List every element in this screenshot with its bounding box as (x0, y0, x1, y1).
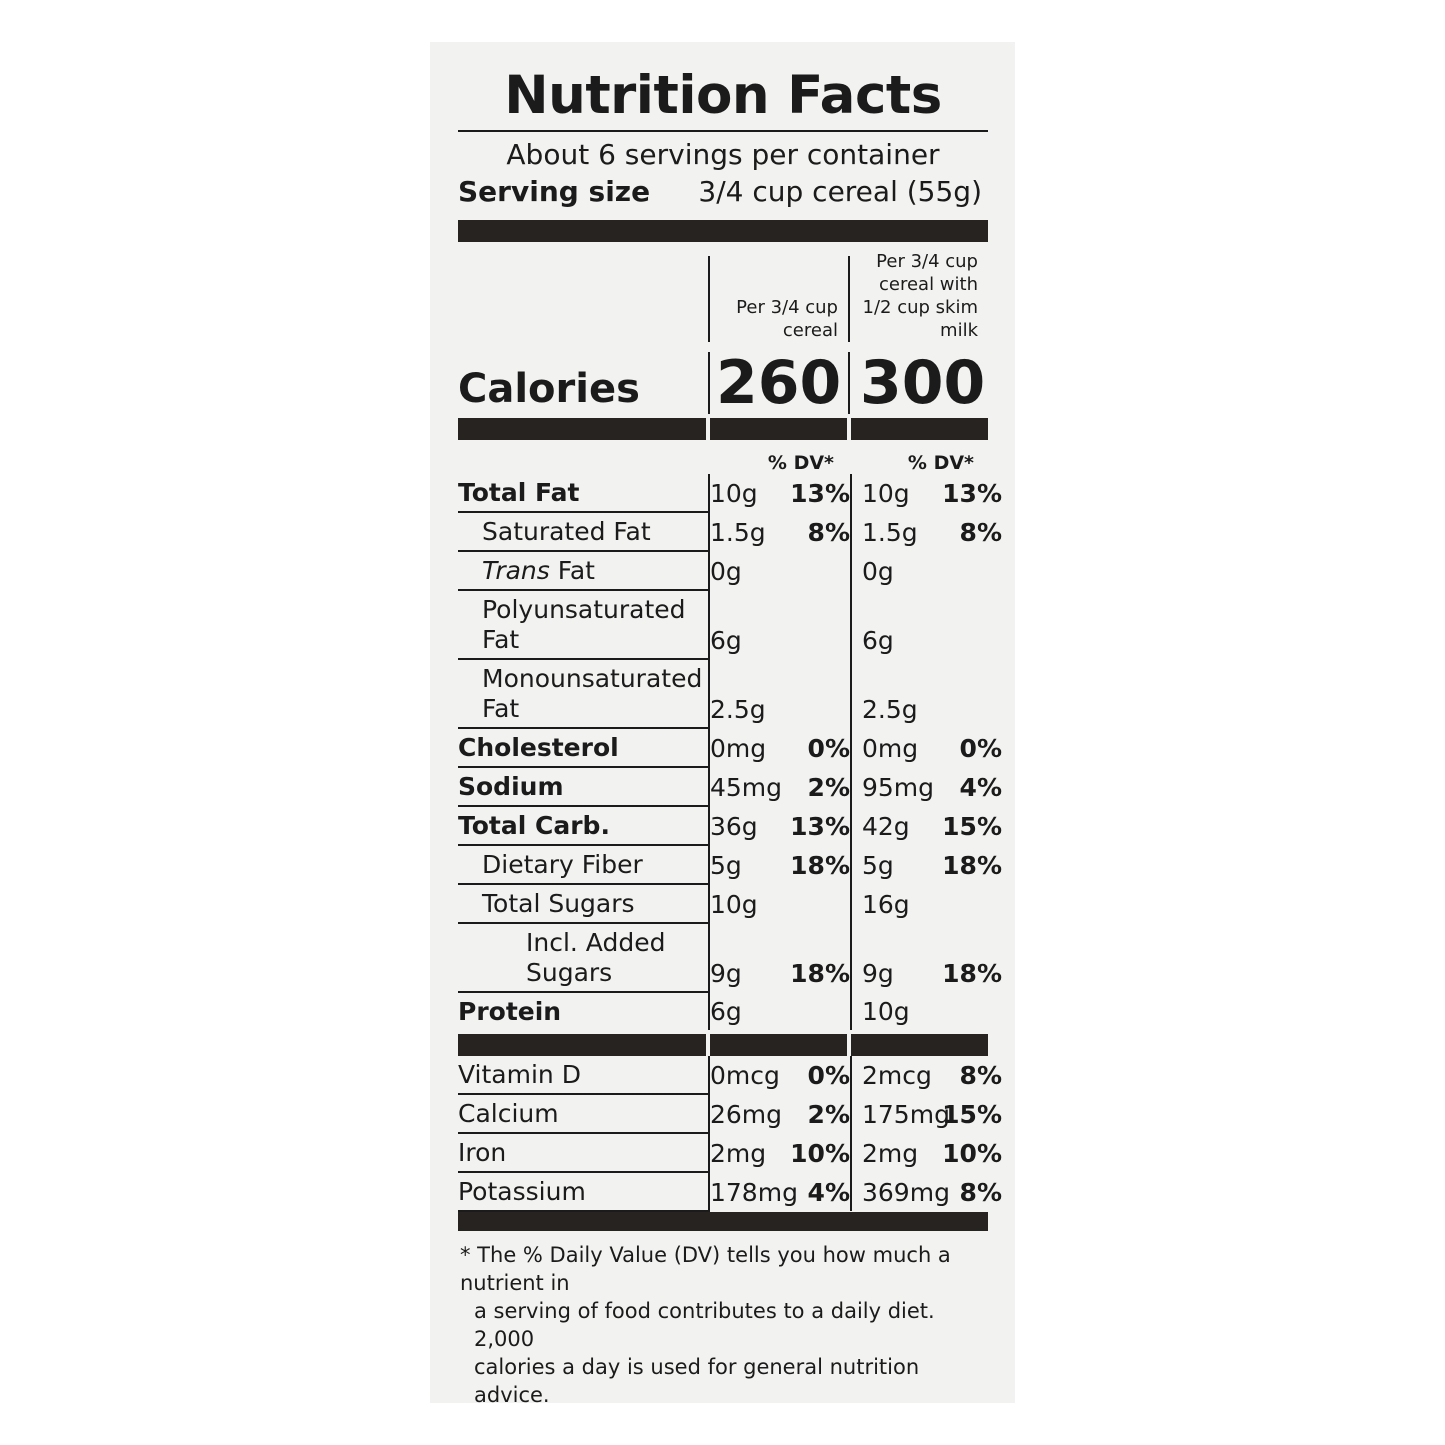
nutrient-amount-col2: 10g (851, 992, 940, 1030)
nutrient-dv-col2: 8% (959, 518, 1002, 547)
table-row (458, 590, 1002, 659)
nutrient-amount-col1: 45mg (709, 767, 788, 806)
nutrient-amount-col1: 6g (709, 992, 788, 1030)
nutrient-amount-col1: 2.5g (709, 659, 788, 728)
footnote (458, 1241, 988, 1409)
nutrient-amount-col2: 1.5g (851, 512, 940, 551)
column-headers (458, 251, 988, 342)
table-row (458, 1056, 1002, 1094)
nutrient-amount-col2: 95mg (851, 767, 940, 806)
vitamin-amount-col2: 2mg (851, 1133, 940, 1172)
footnote-line-2: a serving of food contributes to a daily diet. 2,000 (474, 1299, 935, 1351)
daily-value-header-row (458, 440, 988, 474)
table-row (458, 767, 1002, 806)
nutrient-dv-col1 (788, 992, 851, 1030)
table-row (458, 884, 1002, 923)
nutrient-dv-col1: 8% (807, 518, 850, 547)
nutrient-name: Total Carb. (458, 806, 709, 845)
nutrient-dv-col2: 18% (942, 959, 1002, 988)
nutrient-amount-col1: 6g (709, 590, 788, 659)
nutrient-amount-col2: 2.5g (851, 659, 940, 728)
nutrient-name: Monounsaturated Fat (458, 659, 709, 728)
nutrient-dv-col1: 2% (807, 773, 850, 802)
vitamin-dv-col2: 8% (959, 1061, 1002, 1090)
nutrient-amount-col2: 6g (851, 590, 940, 659)
vitamin-rows (458, 1056, 1002, 1211)
divider-bar-calories (458, 418, 988, 440)
divider-seg-col2 (851, 1034, 988, 1056)
table-row (458, 474, 1002, 512)
vitamin-name: Iron (458, 1133, 709, 1172)
column-header-cereal-with-milk: Per 3/4 cup cereal with 1/2 cup skim milk (848, 256, 988, 342)
nutrient-amount-col2: 42g (851, 806, 940, 845)
vitamin-dv-col2: 10% (942, 1139, 1002, 1168)
nutrient-amount-col1: 10g (709, 884, 788, 923)
serving-size-label: Serving size (458, 175, 651, 208)
vitamin-dv-col1: 2% (807, 1100, 850, 1129)
vitamin-name: Vitamin D (458, 1056, 709, 1094)
nutrient-amount-col2: 5g (851, 845, 940, 884)
vitamin-name: Calcium (458, 1094, 709, 1133)
table-row (458, 551, 1002, 590)
vitamin-amount-col1: 26mg (709, 1094, 788, 1133)
nutrient-amount-col1: 0g (709, 551, 788, 590)
nutrient-dv-col2 (940, 590, 1002, 659)
nutrient-name: Saturated Fat (458, 512, 709, 551)
calories-row (458, 342, 988, 418)
nutrient-dv-col1 (788, 551, 851, 590)
nutrient-dv-col1: 13% (790, 479, 850, 508)
vitamin-name: Potassium (458, 1172, 709, 1211)
nutrient-dv-col1 (788, 659, 851, 728)
nutrient-amount-col2: 0g (851, 551, 940, 590)
divider-seg-col1 (710, 418, 847, 440)
servings-per-container: About 6 servings per container (506, 138, 940, 171)
nutrient-dv-col2 (940, 551, 1002, 590)
page-title: Nutrition Facts (504, 65, 942, 126)
nutrient-dv-col2 (940, 992, 1002, 1030)
nutrient-name: Protein (458, 997, 562, 1026)
calories-value-with-milk: 300 (848, 352, 988, 414)
vitamin-dv-col2: 8% (959, 1178, 1002, 1207)
nutrient-dv-col2: 0% (959, 734, 1002, 763)
nutrient-amount-col1: 0mg (709, 728, 788, 767)
nutrient-amount-col1: 1.5g (709, 512, 788, 551)
divider-seg-label (458, 418, 706, 440)
nutrient-dv-col1 (788, 590, 851, 659)
table-row (458, 923, 1002, 992)
vitamin-amount-col1: 0mcg (709, 1056, 788, 1094)
trans-italic: Trans (482, 556, 550, 585)
footnote-line-3: calories a day is used for general nutrition advice. (474, 1355, 920, 1407)
nutrient-name: Total Sugars (458, 884, 709, 923)
nutrient-dv-col2 (940, 884, 1002, 923)
vitamin-amount-col2: 369mg (851, 1172, 940, 1211)
vitamin-table (458, 1056, 1002, 1212)
table-row (458, 659, 1002, 728)
nutrient-name: Sodium (458, 767, 709, 806)
nutrient-dv-col1: 18% (790, 959, 850, 988)
nutrient-amount-col1: 9g (709, 923, 788, 992)
nutrient-dv-col2: 4% (959, 773, 1002, 802)
table-row (458, 992, 1002, 1030)
column-header-spacer (458, 256, 708, 342)
nutrient-dv-col1: 13% (790, 812, 850, 841)
nutrient-dv-col1: 18% (790, 851, 850, 880)
vitamin-dv-col1: 0% (807, 1061, 850, 1090)
nutrient-rows (458, 474, 1002, 1030)
divider-thick-top (458, 220, 988, 242)
nutrient-name: Total Fat (458, 474, 709, 512)
table-row (458, 512, 1002, 551)
table-row (458, 806, 1002, 845)
nutrient-name: Cholesterol (458, 728, 709, 767)
dv-header-col1: % DV* (767, 452, 834, 474)
nutrient-amount-col1: 5g (709, 845, 788, 884)
table-row (458, 1133, 1002, 1172)
nutrient-dv-col2: 18% (942, 851, 1002, 880)
nutrient-dv-col1: 0% (807, 734, 850, 763)
table-row (458, 845, 1002, 884)
column-header-cereal: Per 3/4 cup cereal (708, 256, 848, 342)
nutrient-amount-col2: 10g (851, 474, 940, 512)
footnote-line-1: * The % Daily Value (DV) tells you how much a nutrient in (460, 1243, 951, 1295)
nutrient-table (458, 474, 1002, 1030)
calories-label: Calories (458, 366, 640, 412)
nutrient-amount-col2: 0mg (851, 728, 940, 767)
nutrient-amount-col2: 9g (851, 923, 940, 992)
vitamin-dv-col1: 10% (790, 1139, 850, 1168)
nutrient-amount-col1: 36g (709, 806, 788, 845)
divider-bar-protein (458, 1034, 988, 1056)
vitamin-amount-col2: 2mcg (851, 1056, 940, 1094)
divider-seg-col1 (710, 1034, 847, 1056)
vitamin-amount-col1: 2mg (709, 1133, 788, 1172)
nutrient-dv-col2: 13% (942, 479, 1002, 508)
vitamin-dv-col1: 4% (807, 1178, 850, 1207)
calories-value-cereal: 260 (708, 352, 848, 414)
dv-header-col2: % DV* (907, 452, 974, 474)
nutrient-name: Incl. Added Sugars (458, 923, 709, 992)
divider-seg-label (458, 1034, 706, 1056)
nutrient-dv-col2 (940, 659, 1002, 728)
nutrient-dv-col2: 15% (942, 812, 1002, 841)
nutrient-amount-col1: 10g (709, 474, 788, 512)
table-row (458, 1094, 1002, 1133)
nutrition-facts-panel (430, 42, 1015, 1407)
table-row (458, 1172, 1002, 1211)
vitamin-amount-col1: 178mg (709, 1172, 788, 1211)
table-row (458, 728, 1002, 767)
divider-seg-col2 (851, 418, 988, 440)
vitamin-dv-col2: 15% (942, 1100, 1002, 1129)
nutrient-amount-col2: 16g (851, 884, 940, 923)
nutrient-name: Dietary Fiber (458, 845, 709, 884)
nutrition-facts-inner (458, 54, 1002, 1409)
nutrient-name: Polyunsaturated Fat (458, 590, 709, 659)
nutrient-dv-col1 (788, 884, 851, 923)
nutrient-name: Trans Fat (458, 551, 709, 590)
divider-title (458, 130, 988, 132)
vitamin-amount-col2: 175mg (851, 1094, 940, 1133)
serving-size-row (458, 174, 988, 210)
divider-thick-bottom (458, 1212, 988, 1231)
serving-size-value: 3/4 cup cereal (55g) (698, 175, 982, 208)
